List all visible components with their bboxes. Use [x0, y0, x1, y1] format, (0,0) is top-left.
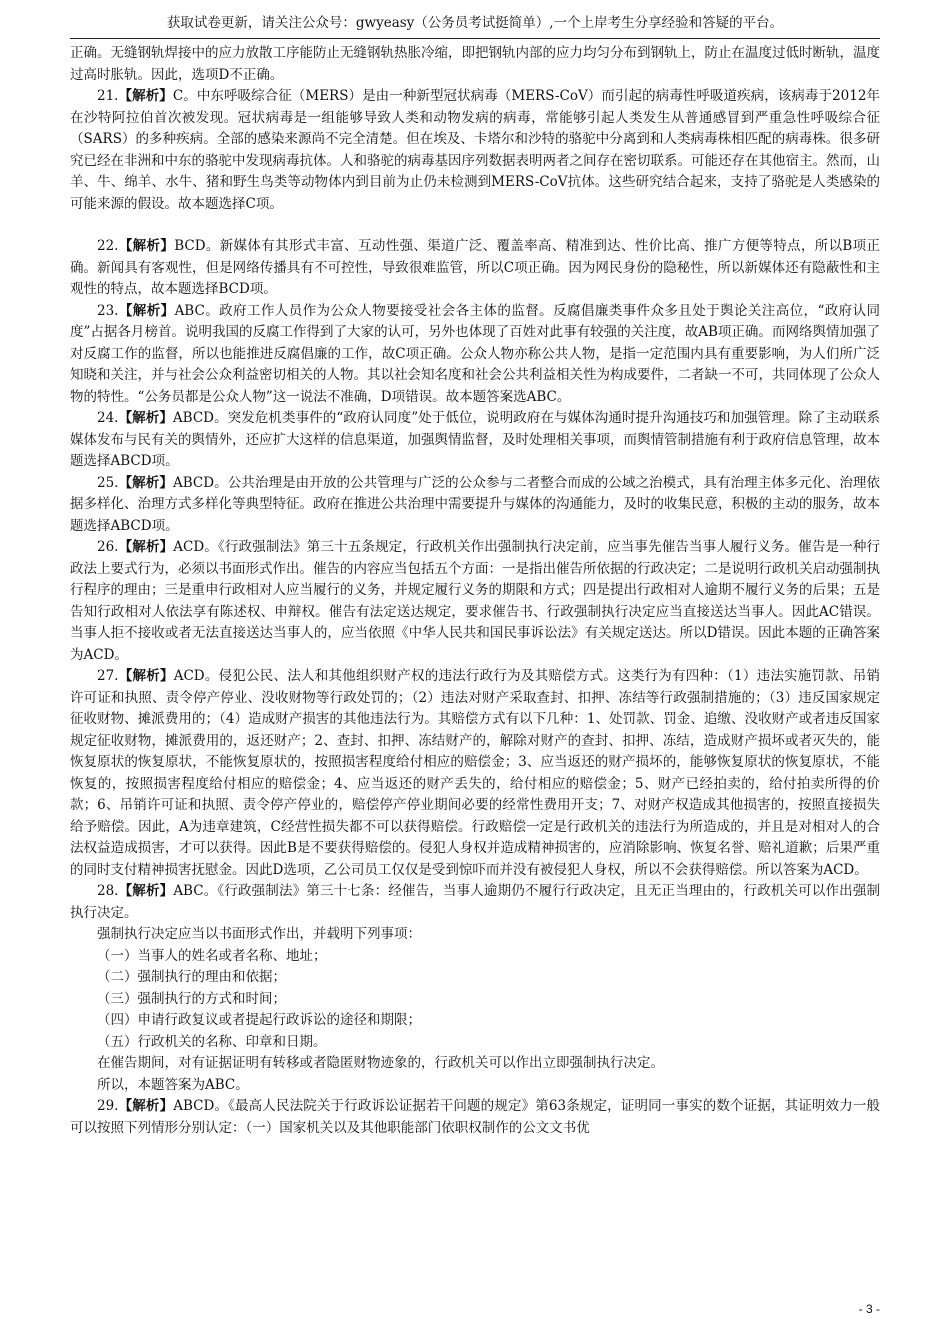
list-item: （五）行政机关的名称、印章和日期。 — [97, 1033, 327, 1050]
list-item: （二）强制执行的理由和依据； — [97, 969, 286, 985]
answer-22: 22.【解析】BCD。新媒体有其形式丰富、互动性强、渠道广泛、覆盖率高、精准到达、性价比高、推广方便等特点，所以B项正确。新闻具有客观性，但是网络传播具有不可控性，导致很难监管，所以C项正确。因为网民身份的隐秘性，所以新媒体还有隐蔽性和主观性的特点，故本题选择BCD项。 — [70, 238, 881, 297]
list-item: （四）申请行政复议或者提起行政诉讼的途径和期限； — [97, 1012, 421, 1028]
paragraph-continuation: 正确。无缝钢轨焊接中的应力放散工序能防止无缝钢轨热胀冷缩，即把钢轨内部的应力均匀分布到钢轨上，防止在温度过低时断轨，温度过高时胀轨。因此，选项D不正确。 — [70, 45, 880, 83]
answer-29: 29.【解析】ABCD。《最高人民法院关于行政诉讼证据若干问题的规定》第63条规定，证明同一事实的数个证据，其证明效力一般可以按照下列情形分别认定：（一）国家机关以及其他职能部门依职权制作的公文文书优 — [70, 1098, 880, 1136]
paragraph-body: 在催告期间，对有证据证明有转移或者隐匿财物迹象的，行政机关可以作出立即强制执行决定。 — [97, 1055, 664, 1071]
list-item: （一）当事人的姓名或者名称、地址； — [97, 947, 327, 964]
paragraph-body: 强制执行决定应当以书面形式作出，并载明下列事项： — [97, 926, 421, 942]
answer-explanations — [70, 43, 880, 1139]
answer-28: 28.【解析】ABC。《行政强制法》第三十七条：经催告，当事人逾期仍不履行行政决定，且无正当理由的，行政机关可以作出强制执行决定。 — [70, 883, 881, 921]
page-number: - 3 - — [858, 1302, 880, 1316]
answer-27: 27.【解析】ACD。侵犯公民、法人和其他组织财产权的违法行政行为及其赔偿方式。这类行为有四种：（1）违法实施罚款、吊销许可证和执照、责令停产停业、没收财物等行政处罚的；（2）违法对财产采取查封、扣押、冻结等行政强制措施的；（3）违反国家规定征收财物、摊派费用的；（4）造成财产损害的其他违法行为。其赔偿方式有以下几种：1、处罚款、罚金、追缴、没收财产或者违反国家规定征收财物，摊派费用的，返还财产；2、查封、扣押、冻结财产的，解除对财产的查封、扣押、冻结，造成财产损坏或者灭失的，能恢复原状的恢复原状，不能恢复原状的，按照损害程度给付相应的赔偿金；3、应当返还的财产损坏的，能够恢复原状的恢复原状，不能恢复的，按照损害程度给付相应的赔偿金；4、应当返还的财产丢失的，给付相应的赔偿金；5、财产已经拍卖的，给付拍卖所得的价款；6、吊销许可证和执照、责令停产停业的，赔偿停产停业期间必要的经常性费用开支；7、对财产权造成其他损害的，按照直接损失给予赔偿。因此，A为违章建筑，C经营性损失都不可以获得赔偿。行政赔偿一定是行政机关的违法行为所造成的，并且是对相对人的合法权益造成损害，才可以获得。因此B是不要获得赔偿的。侵犯人身权并造成精神损害的，应消除影响、恢复名誉、赔礼道歉；后果严重的同时支付精神损害抚慰金。因此D选项，乙公司员工仅仅是受到惊吓而并没有被侵犯人身权，所以不会获得赔偿。所以答案为ACD。 — [70, 668, 881, 878]
answer-26: 26.【解析】ACD。《行政强制法》第三十五条规定，行政机关作出强制执行决定前，应当事先催告当事人履行义务。催告是一种行政法上要式行为，必须以书面形式作出。催告的内容应当包括五个方面：一是指出催告所依据的行政决定；二是说明行政机关启动强制执行程序的理由；三是重申行政相对人应当履行的义务，并规定履行义务的期限和方式；四是提出行政相对人逾期不履行义务的后果；五是告知行政相对人依法享有陈述权、申辩权。催告有法定送达规定，要求催告书、行政强制执行决定应当直接送达当事人。因此AC错误。当事人拒不接收或者无法直接送达当事人的，应当依照《中华人民共和国民事诉讼法》有关规定送达。所以D错误。因此本题的正确答案为ACD。 — [70, 539, 881, 663]
answer-21: 21.【解析】C。中东呼吸综合征（MERS）是由一种新型冠状病毒（MERS-CoV）而引起的病毒性呼吸道疾病，该病毒于2012年在沙特阿拉伯首次被发现。冠状病毒是一组能够导致人类和动物发病的病毒，常能够引起人类发生从普通感冒到严重急性呼吸综合征（SARS）的多种疾病。全部的感染来源尚不完全清楚。但在埃及、卡塔尔和沙特的骆驼中分离到和人类病毒株相匹配的病毒株。很多研究已经在非洲和中东的骆驼中发现病毒抗体。人和骆驼的病毒基因序列数据表明两者之间存在密切联系。可能还存在其他宿主。然而，山羊、牛、绵羊、水牛、猪和野生鸟类等动物体内到目前为止仍未检测到MERS-CoV抗体。这些研究结合起来，支持了骆驼是人类感染的可能来源的假设。故本题选择C项。 — [70, 88, 880, 212]
paragraph-body: 所以，本题答案为ABC。 — [97, 1076, 249, 1093]
list-item: （三）强制执行的方式和时间； — [97, 990, 286, 1007]
answer-25: 25.【解析】ABCD。公共治理是由开放的公共管理与广泛的公众参与二者整合而成的公域之治模式，具有治理主体多元化、治理依据多样化、治理方式多样化等典型特征。政府在推进公共治理中需要提升与媒体的沟通能力，及时的收集民意，积极的主动的服务，故本题选择ABCD项。 — [70, 474, 881, 534]
header-divider — [70, 38, 880, 39]
page-header: 获取试卷更新，请关注公众号：gwyeasy（公务员考试挺简单）,一个上岸考生分享经验和答疑的平台。 — [166, 15, 784, 31]
answer-24: 24.【解析】ABCD。突发危机类事件的“政府认同度”处于低位，说明政府在与媒体沟通时提升沟通技巧和加强管理。除了主动联系媒体发布与民有关的舆情外，还应扩大这样的信息渠道，加强舆情监督，及时处理相关事项，而舆情管制措施有利于政府信息管理，故本题选择ABCD项。 — [70, 410, 880, 469]
answer-23: 23.【解析】ABC。政府工作人员作为公众人物要接受社会各主体的监督。反腐倡廉类事件众多且处于舆论关注高位，“政府认同度”占据各月榜首。说明我国的反腐工作得到了大家的认可，另外也体现了百姓对此事有较强的关注度，故AB项正确。而网络舆情加强了对反腐工作的监督，所以也能推进反腐倡廉的工作，故C项正确。公众人物亦称公共人物，是指一定范围内具有重要影响，为人们所广泛知晓和关注，并与社会公众利益密切相关的人物。其以社会知名度和社会公共利益相关性为构成要件，二者缺一不可，共同体现了公众人物的特性。“公务员都是公众人物”这一说法不准确，D项错误。故本题答案选ABC。 — [70, 302, 881, 405]
